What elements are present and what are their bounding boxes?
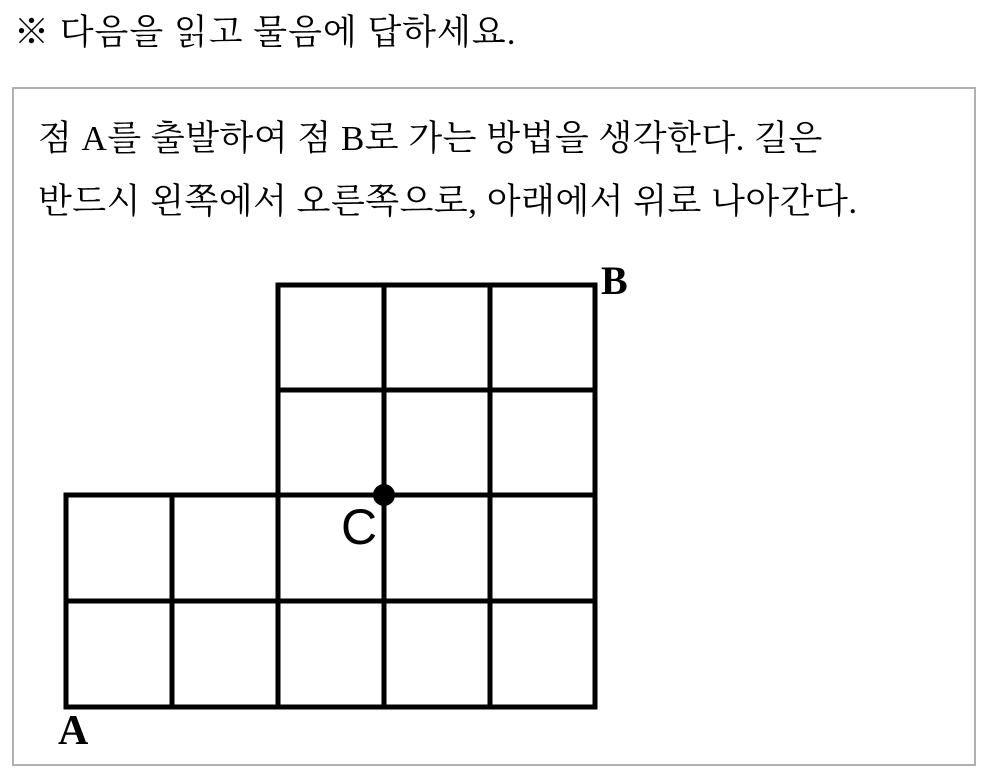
problem-text-line2: 반드시 왼쪽에서 오른쪽으로, 아래에서 위로 나아간다.	[38, 182, 858, 221]
point-a-label: A	[58, 708, 89, 754]
point-c-label: C	[341, 499, 378, 555]
instruction-text: ※ 다음을 읽고 물음에 답하세요.	[14, 13, 517, 52]
point-b-label: B	[601, 258, 628, 303]
problem-text-line1: 점 A를 출발하여 점 B로 가는 방법을 생각한다. 길은	[38, 119, 823, 158]
